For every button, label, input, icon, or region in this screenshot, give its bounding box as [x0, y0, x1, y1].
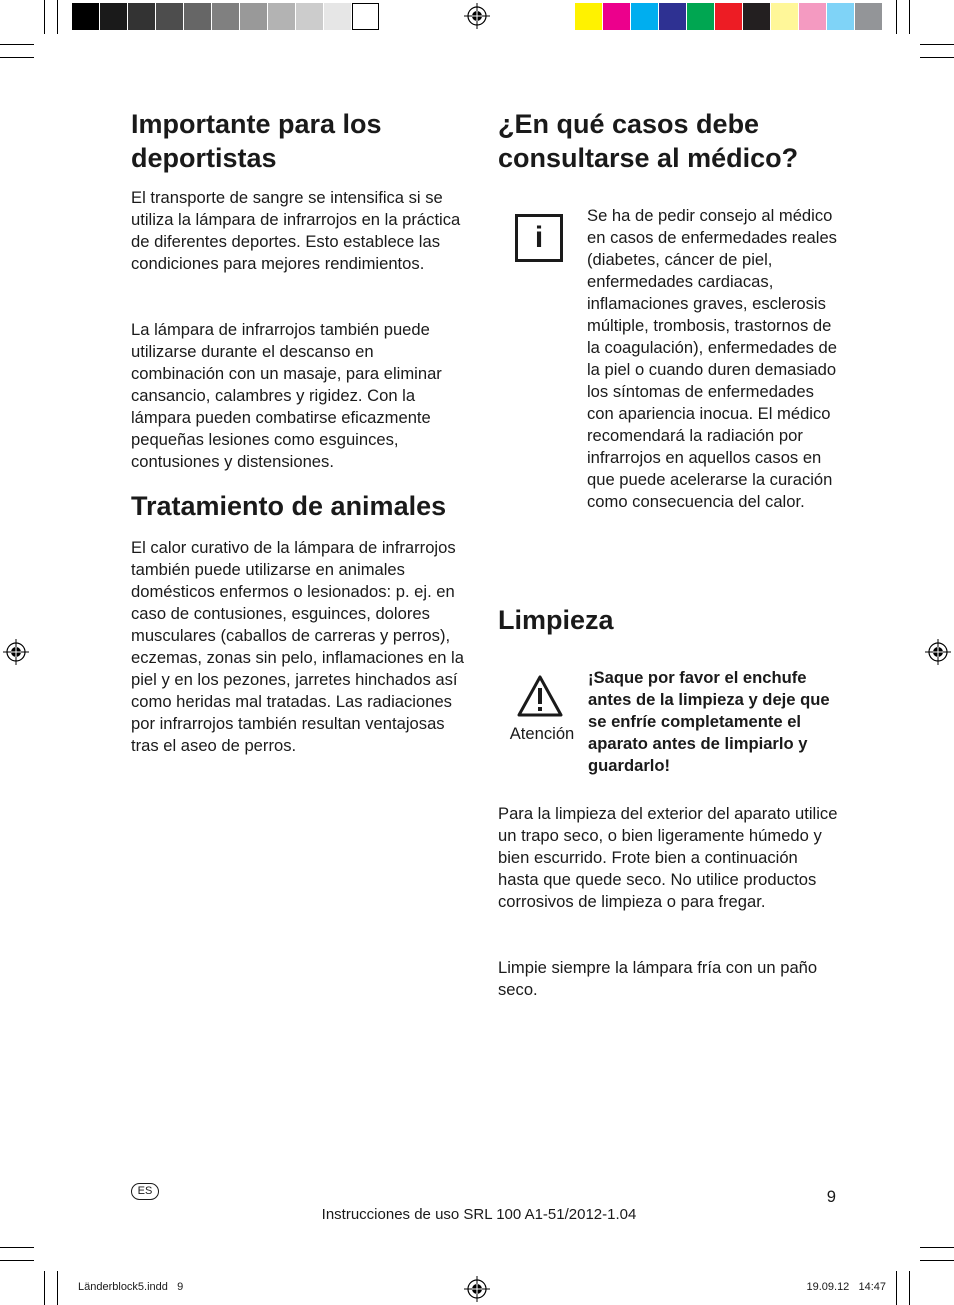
gray-swatch [212, 3, 239, 30]
color-swatch [659, 3, 686, 30]
gray-swatch [296, 3, 323, 30]
doctor-paragraph: Se ha de pedir consejo al médico en casos de enfermedades reales (diabetes, cáncer de piel, enfermedades cardiacas, inflamaciones graves, esclerosis múltiple, trombosis, trastornos de la coagulación), enfermedades de la piel o cuando duren demasiado los síntomas de enfermedades con apariencia inocua. El médico recomendará la radiación por infrarrojos en aquellos casos en que puede acelerarse la curación como consecuencia del calor. [587, 206, 837, 511]
doc-reference: Instrucciones de uso SRL 100 A1-51/2012-1.04 [321, 1206, 637, 1223]
sports-paragraph-2: La lámpara de infrarrojos también puede utilizarse durante el descanso en combinación con un masaje, para eliminar cansancio, calambres y rigidez. Con la lámpara pueden combatirse eficazmente pequeñas lesiones como esguinces, contusiones y distensiones. [131, 320, 442, 471]
color-swatch [715, 3, 742, 30]
color-swatch [575, 3, 602, 30]
color-swatch [603, 3, 630, 30]
sports-paragraph-1: El transporte de sangre se intensifica si se utiliza la lámpara de infrarrojos en la práctica de diferentes deportes. Esto establece las condiciones para mejores rendimientos. [131, 188, 461, 273]
cleaning-paragraph-2: Limpie siempre la lámpara fría con un paño seco. [498, 958, 818, 999]
registration-mark-top-icon [464, 3, 490, 29]
slug-date: 19.09.12 14:47 [806, 1281, 886, 1293]
registration-mark-bottom-icon [464, 1276, 490, 1302]
info-icon: i [515, 214, 563, 262]
sports-heading: Importante para los deportistas [131, 109, 382, 173]
language-badge: ES [131, 1183, 159, 1200]
gray-swatch [324, 3, 351, 30]
warning-triangle-icon [517, 674, 563, 718]
gray-swatch [72, 3, 99, 30]
gray-swatch [156, 3, 183, 30]
animals-heading: Tratamiento de animales [131, 491, 447, 521]
page-number: 9 [826, 1187, 836, 1206]
color-swatch [771, 3, 798, 30]
cleaning-heading: Limpieza [498, 605, 614, 635]
gray-swatch [100, 3, 127, 30]
registration-mark-right-icon [925, 639, 951, 665]
gray-swatch [128, 3, 155, 30]
gray-swatch [352, 3, 379, 30]
warning-label: Atención [509, 724, 575, 743]
doctor-heading: ¿En qué casos debe consultarse al médico? [498, 109, 799, 173]
warning-text: ¡Saque por favor el enchufe antes de la limpieza y deje que se enfríe completamente el aparato antes de limpiarlo y guardarlo! [588, 668, 830, 775]
color-swatch [799, 3, 826, 30]
gray-swatch [184, 3, 211, 30]
color-swatch [855, 3, 882, 30]
color-swatch [743, 3, 770, 30]
animals-paragraph: El calor curativo de la lámpara de infrarrojos también puede utilizarse en animales domésticos enfermos o lesionados: p. ej. en caso de contusiones, esguinces, dolores musculares (caballos de carreras y perros), eczemas, zonas sin pelo, inflamaciones en la piel y en los pezones, jarretes hinchados así como heridas mal tratadas. Las radiaciones por infrarrojos también resultan ventajosas tras el aseo de perros. [131, 538, 464, 755]
slug-file: Länderblock5.indd 9 [78, 1281, 184, 1293]
color-swatch [687, 3, 714, 30]
color-swatch [827, 3, 854, 30]
registration-mark-left-icon [3, 639, 29, 665]
color-swatch [631, 3, 658, 30]
cleaning-paragraph-1: Para la limpieza del exterior del aparato utilice un trapo seco, o bien ligeramente húmedo y bien escurrido. Frote bien a continuación hasta que quede seco. No utilice productos corrosivos de limpieza o para fregar. [498, 804, 838, 911]
gray-swatch [268, 3, 295, 30]
gray-swatch [240, 3, 267, 30]
